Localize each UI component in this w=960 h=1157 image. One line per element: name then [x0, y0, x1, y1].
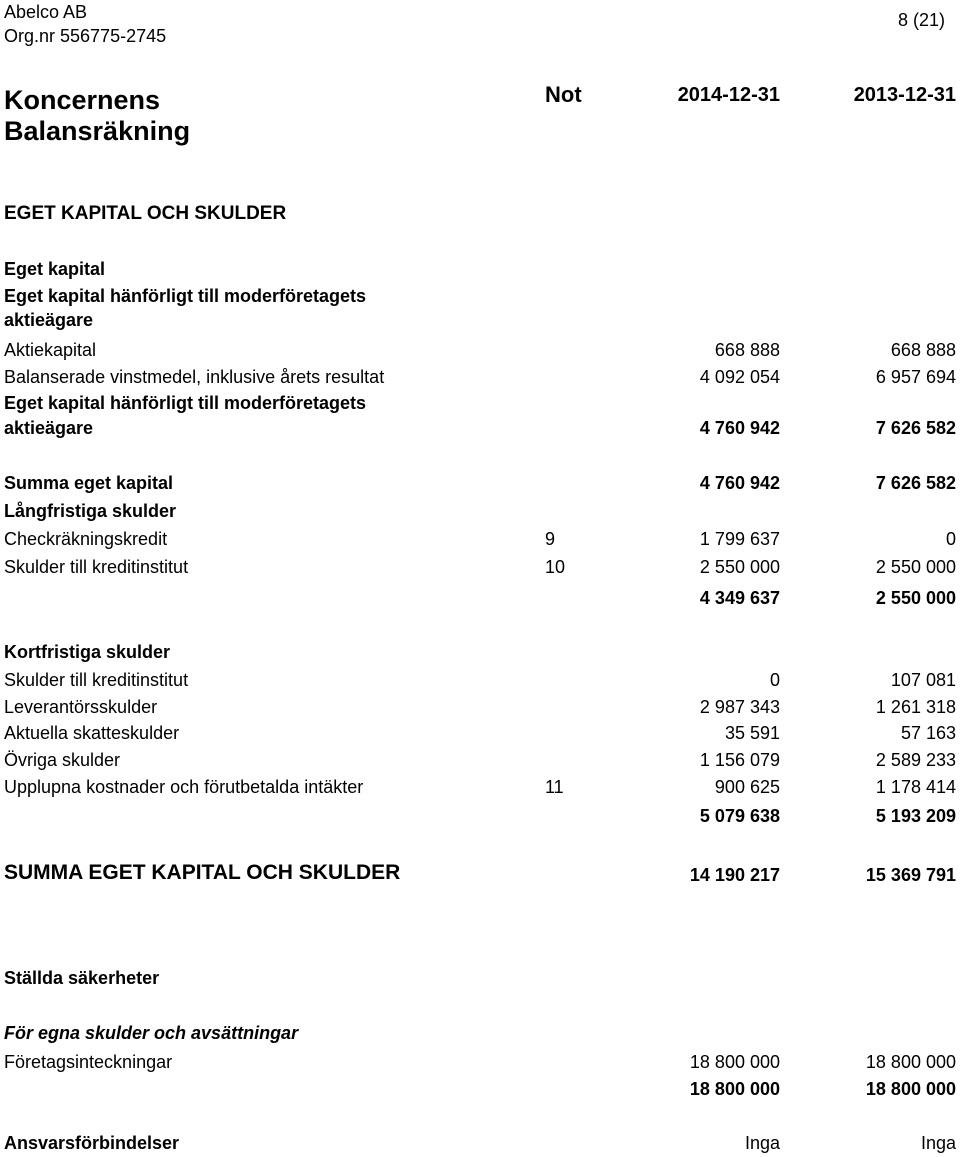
value-2013: 57 163 — [900, 723, 956, 743]
summa-eget-kapital-label: Summa eget kapital — [4, 473, 174, 493]
row-label: Balanserade vinstmedel, inklusive årets resultat — [4, 367, 385, 387]
value-2013: 2 589 233 — [875, 750, 956, 770]
row-label: Aktiekapital — [4, 340, 97, 360]
value-2013: 107 081 — [890, 670, 956, 690]
section-heading: EGET KAPITAL OCH SKULDER — [4, 203, 287, 224]
row-label: Företagsinteckningar — [4, 1052, 173, 1072]
eget-kapital-heading: Eget kapital — [4, 259, 106, 279]
column-header-not: Not — [545, 82, 582, 107]
stallda-heading: Ställda säkerheter — [4, 968, 160, 988]
ansvar-2013: Inga — [920, 1133, 956, 1153]
summa-total-label: SUMMA EGET KAPITAL OCH SKULDER — [4, 861, 401, 884]
kortfristiga-total-2013: 5 193 209 — [875, 806, 956, 826]
org-number: Org.nr 556775-2745 — [4, 26, 167, 46]
column-header-2013: 2013-12-31 — [853, 84, 956, 106]
summa-total-2014: 14 190 217 — [689, 865, 780, 885]
summa-eget-kapital-2013: 7 626 582 — [875, 473, 956, 493]
eget-kapital-total-2014: 4 760 942 — [699, 418, 780, 438]
value-2014: 0 — [769, 670, 780, 690]
value-2013: 18 800 000 — [865, 1052, 956, 1072]
eget-kapital-total-line-1: Eget kapital hänförligt till moderföretagets — [4, 393, 367, 413]
row-label: Skulder till kreditinstitut — [4, 670, 189, 690]
company-name: Abelco AB — [4, 2, 88, 22]
langfristiga-total-2014: 4 349 637 — [699, 588, 780, 608]
value-2014: 35 591 — [724, 723, 780, 743]
value-2014: 2 987 343 — [699, 697, 780, 717]
stallda-subheading: För egna skulder och avsättningar — [4, 1023, 299, 1043]
eget-kapital-sub-line-1: Eget kapital hänförligt till moderföretagets — [4, 286, 367, 306]
title-line-1: Koncernens — [4, 85, 161, 115]
summa-total-2013: 15 369 791 — [865, 865, 956, 885]
eget-kapital-total-line-2: aktieägare — [4, 418, 94, 438]
ansvar-2014: Inga — [744, 1133, 780, 1153]
value-2014: 900 625 — [714, 777, 780, 797]
ansvar-label: Ansvarsförbindelser — [4, 1133, 180, 1153]
row-label: Checkräkningskredit — [4, 529, 168, 549]
title-line-2: Balansräkning — [4, 116, 191, 146]
kortfristiga-total-2014: 5 079 638 — [699, 806, 780, 826]
page-number: 8 (21) — [897, 10, 945, 30]
row-label: Leverantörsskulder — [4, 697, 158, 717]
kortfristiga-heading: Kortfristiga skulder — [4, 642, 171, 662]
row-note: 10 — [545, 557, 566, 577]
value-2014: 1 799 637 — [699, 529, 780, 549]
row-label: Övriga skulder — [4, 750, 121, 770]
summa-eget-kapital-2014: 4 760 942 — [699, 473, 780, 493]
value-2013: 668 888 — [890, 340, 956, 360]
langfristiga-heading: Långfristiga skulder — [4, 501, 177, 521]
row-label: Skulder till kreditinstitut — [4, 557, 189, 577]
stallda-total-2014: 18 800 000 — [689, 1079, 780, 1099]
column-header-2014: 2014-12-31 — [677, 84, 780, 106]
row-note: 11 — [545, 777, 564, 797]
row-note: 9 — [545, 529, 556, 549]
value-2014: 2 550 000 — [699, 557, 780, 577]
langfristiga-total-2013: 2 550 000 — [875, 588, 956, 608]
value-2013: 1 261 318 — [875, 697, 956, 717]
row-label: Upplupna kostnader och förutbetalda intäkter — [4, 777, 364, 797]
value-2013: 6 957 694 — [875, 367, 956, 387]
value-2014: 4 092 054 — [699, 367, 780, 387]
stallda-total-2013: 18 800 000 — [865, 1079, 956, 1099]
value-2013: 1 178 414 — [875, 777, 956, 797]
value-2014: 18 800 000 — [689, 1052, 780, 1072]
value-2013: 0 — [945, 529, 956, 549]
value-2013: 2 550 000 — [875, 557, 956, 577]
eget-kapital-sub-line-2: aktieägare — [4, 310, 94, 330]
eget-kapital-total-2013: 7 626 582 — [875, 418, 956, 438]
value-2014: 1 156 079 — [699, 750, 780, 770]
value-2014: 668 888 — [714, 340, 780, 360]
row-label: Aktuella skatteskulder — [4, 723, 180, 743]
